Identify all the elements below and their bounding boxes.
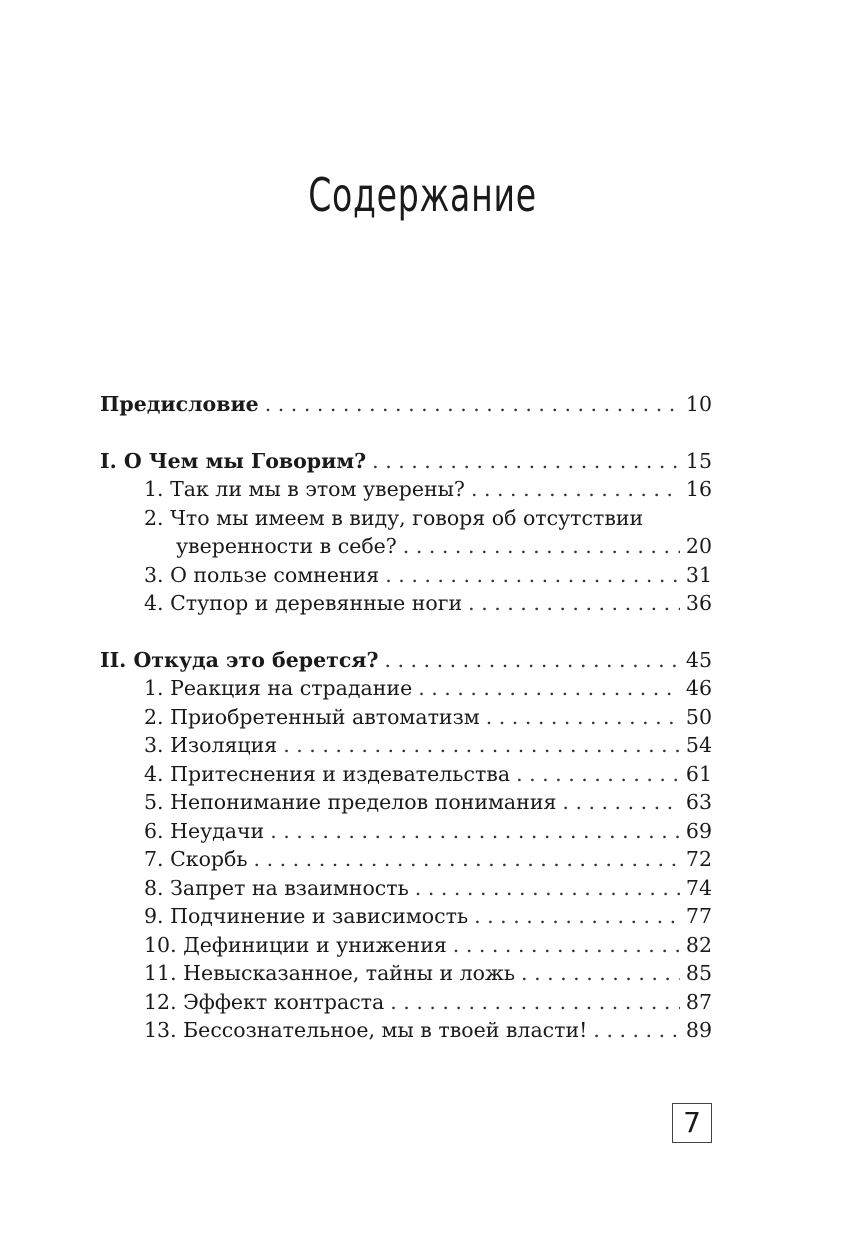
toc-entry [100, 845, 712, 874]
toc-entry-page: 61 [685, 761, 712, 786]
toc-entry-title: 3. О пользе сомнения [144, 562, 380, 587]
toc-entry-page: 54 [685, 733, 712, 757]
dot-leader [270, 817, 680, 846]
toc-entry-title: 9. Подчинение и зависимость [144, 904, 469, 928]
toc-entry-page: 16 [685, 477, 712, 501]
toc-entry [100, 988, 712, 1017]
toc-entry-title: 5. Непонимание пределов понимания [144, 790, 557, 814]
table-of-contents [100, 390, 712, 1045]
toc-entry-page: 20 [685, 534, 712, 558]
dot-leader [265, 390, 680, 419]
toc-entry-continuation [100, 532, 712, 561]
toc-entry-page: 87 [685, 989, 712, 1014]
toc-entry-title: I. О Чем мы Говорим? [100, 448, 367, 473]
toc-entry-page: 77 [685, 904, 712, 928]
toc-entry-page: 36 [685, 591, 712, 615]
toc-entry-title: 2. Что мы имеем в виду, говоря об отсутствии [144, 505, 644, 530]
dot-leader [521, 959, 680, 988]
toc-entry [100, 959, 712, 988]
dot-leader [474, 902, 680, 931]
toc-entry [100, 902, 712, 931]
dot-leader [254, 845, 680, 874]
dot-leader [562, 788, 679, 817]
toc-section-2 [100, 646, 712, 675]
toc-entry [100, 475, 712, 504]
toc-entry-title: 11. Невысказанное, тайны и ложь [144, 961, 516, 985]
toc-entry [100, 931, 712, 960]
dot-leader [415, 874, 680, 903]
toc-entry-title: 4. Притеснения и издевательства [144, 761, 511, 786]
dot-leader [593, 1016, 680, 1045]
toc-entry-title: 12. Эффект контраста [144, 989, 385, 1014]
toc-entry-title: Предисловие [100, 392, 259, 416]
dot-leader [468, 589, 680, 618]
dot-leader [471, 475, 680, 504]
dot-leader [384, 646, 679, 675]
page-title: Содержание [308, 168, 537, 222]
toc-entry-title: 2. Приобретенный автоматизм [144, 704, 480, 729]
dot-leader [385, 561, 680, 590]
toc-entry [100, 874, 712, 903]
toc-entry [100, 703, 712, 732]
toc-entry [100, 561, 712, 590]
dot-leader [390, 988, 680, 1017]
toc-entry-page: 31 [685, 562, 712, 587]
toc-entry [100, 674, 712, 703]
toc-entry-page: 46 [685, 676, 712, 700]
page-number: 7 [672, 1103, 712, 1143]
toc-entry-title: 4. Ступор и деревянные ноги [144, 591, 463, 615]
toc-entry [100, 817, 712, 846]
toc-entry [100, 788, 712, 817]
toc-entry-page: 45 [685, 647, 712, 672]
toc-entry-page: 82 [685, 932, 712, 957]
toc-entry-page: 50 [685, 704, 712, 729]
toc-entry-page: 69 [685, 818, 712, 843]
toc-entry-title: 6. Неудачи [144, 818, 265, 843]
dot-leader [453, 931, 680, 960]
toc-entry-page: 74 [685, 875, 712, 900]
toc-entry-title: II. Откуда это берется? [100, 647, 379, 672]
dot-leader [283, 731, 680, 760]
toc-entry-page: 89 [685, 1018, 712, 1042]
toc-entry-page: 72 [685, 847, 712, 871]
toc-entry-title: 7. Скорбь [144, 847, 248, 871]
dot-leader [516, 760, 680, 789]
toc-entry [100, 760, 712, 789]
toc-entry-title: 13. Бессознательное, мы в твоей власти! [144, 1018, 588, 1042]
toc-entry-page: 10 [685, 392, 712, 416]
toc-section-1 [100, 447, 712, 476]
dot-leader [403, 532, 680, 561]
toc-entry-title: 10. Дефиниции и унижения [144, 932, 447, 957]
toc-entry-page: 85 [685, 961, 712, 985]
toc-entry-page: 15 [685, 448, 712, 473]
dot-leader [372, 447, 680, 476]
toc-entry-title: 3. Изоляция [144, 733, 278, 757]
toc-entry-title: уверенности в себе? [176, 534, 397, 558]
toc-entry [100, 589, 712, 618]
toc-entry [100, 1016, 712, 1045]
toc-entry-preface [100, 390, 712, 419]
toc-entry [100, 504, 712, 533]
toc-entry-title: 8. Запрет на взаимность [144, 875, 409, 900]
dot-leader [418, 674, 680, 703]
toc-entry [100, 731, 712, 760]
toc-entry-title: 1. Так ли мы в этом уверены? [144, 477, 465, 501]
dot-leader [486, 703, 680, 732]
toc-entry-title: 1. Реакция на страдание [144, 676, 413, 700]
toc-entry-page: 63 [685, 790, 712, 814]
